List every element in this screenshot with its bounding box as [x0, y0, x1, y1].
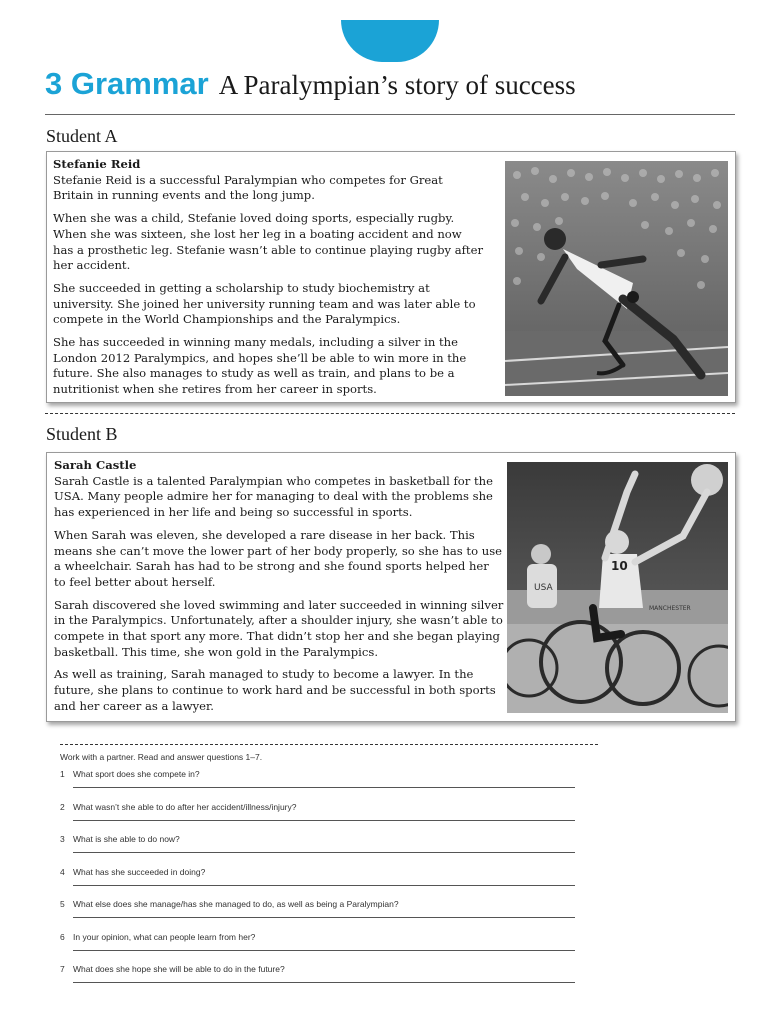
section-divider: [45, 413, 735, 414]
question-number: 6: [60, 931, 65, 942]
opponent-jersey-text: USA: [534, 583, 553, 593]
student-b-name: Sarah Castle: [54, 458, 137, 472]
answer-line[interactable]: [73, 787, 575, 788]
student-a-photo: [505, 161, 728, 396]
page-header: [45, 66, 576, 102]
arena-banner-text: MANCHESTER: [649, 605, 691, 612]
student-b-card: [46, 452, 736, 722]
question-text: What else does she manage/has she managed to do, as well as being a Paralympian?: [73, 899, 399, 909]
question-1: [60, 769, 580, 802]
answer-line[interactable]: [73, 917, 575, 918]
answer-line[interactable]: [73, 820, 575, 821]
student-b-text: [54, 458, 504, 722]
header-rule: [45, 114, 735, 115]
student-a-paragraph-2: When she was a child, Stefanie loved doing sports, especially rugby. When she was sixteen, she lost her leg in a boating accident and now has a prosthetic leg. Stefanie wasn’t able to continue playing rugby after her accident.: [53, 211, 483, 273]
question-text: What has she succeeded in doing?: [73, 866, 206, 877]
student-a-card: [46, 151, 736, 403]
answer-line[interactable]: [73, 885, 575, 886]
question-text: What sport does she compete in?: [73, 769, 200, 779]
question-number: 4: [60, 866, 65, 877]
student-b-label: Student B: [46, 424, 118, 444]
question-number: 3: [60, 834, 65, 844]
student-a-paragraph-3: She succeeded in getting a scholarship to study biochemistry at university. She joined her university running team and was later able to compete in the World Championships and the Paralympics.: [53, 280, 476, 327]
question-number: 2: [60, 801, 65, 812]
questions-divider: [60, 744, 598, 745]
answer-line[interactable]: [73, 852, 575, 853]
student-b-photo: [507, 462, 728, 713]
student-a-name: Stefanie Reid: [53, 157, 141, 171]
student-b-paragraph-1: Sarah Castle is a talented Paralympian who competes in basketball for the USA. Many people admire her for managing to deal with the problems she has experienced in her life and being so successful in sports.: [54, 473, 493, 520]
student-a-paragraph-4: She has succeeded in winning many medals, including a silver in the London 2012 Paralympics, and hopes she’ll be able to win more in the future. She also manages to study as well as train, and plans to be a nutritionist when she retires from her career in sports.: [53, 335, 467, 397]
student-b-paragraph-3: Sarah discovered she loved swimming and later succeeded in winning silver in the Paralympics. Unfortunately, after a shoulder injury, she wasn’t able to compete in that sport any more. That didn’t stop her and she began playing basketball. This time, she won gold in the Paralympics.: [54, 597, 504, 659]
section-number: 3 Grammar: [45, 66, 209, 101]
question-text: What wasn’t she able to do after her accident/illness/injury?: [73, 801, 297, 812]
student-a-paragraph-1: Stefanie Reid is a successful Paralympian who competes for Great Britain in running events and the long jump.: [53, 172, 443, 203]
question-2: [60, 802, 580, 835]
question-4: [60, 867, 580, 900]
question-7: [60, 964, 580, 997]
sprinter-photo-illustration: [505, 161, 728, 396]
questions-section: [60, 752, 580, 997]
student-a-label: Student A: [46, 126, 118, 146]
student-a-text: [53, 157, 483, 405]
question-text: In your opinion, what can people learn from her?: [73, 931, 256, 942]
question-text: What does she hope she will be able to do in the future?: [73, 964, 285, 974]
question-number: 7: [60, 964, 65, 974]
question-3: [60, 834, 580, 867]
questions-instruction: Work with a partner. Read and answer questions 1–7.: [60, 752, 263, 762]
student-b-paragraph-2: When Sarah was eleven, she developed a rare disease in her back. This means she can’t move the lower part of her body properly, so she has to use a wheelchair. Sarah has had to be strong and she found sports helped her to feel better about herself.: [54, 527, 503, 589]
section-tab-decoration: [341, 20, 439, 62]
question-5: [60, 899, 580, 932]
student-b-paragraph-4: As well as training, Sarah managed to study to become a lawyer. In the future, she plans to continue to work hard and be successful in both sports and her career as a lawyer.: [54, 667, 496, 713]
question-number: 1: [60, 769, 65, 779]
page-title: A Paralympian’s story of success: [218, 70, 576, 100]
wheelchair-basketball-photo-illustration: [507, 462, 728, 713]
player-jersey-number: 10: [611, 559, 628, 573]
question-number: 5: [60, 899, 65, 909]
answer-line[interactable]: [73, 982, 575, 983]
answer-line[interactable]: [73, 950, 575, 951]
question-6: [60, 932, 580, 965]
question-text: What is she able to do now?: [73, 834, 180, 844]
